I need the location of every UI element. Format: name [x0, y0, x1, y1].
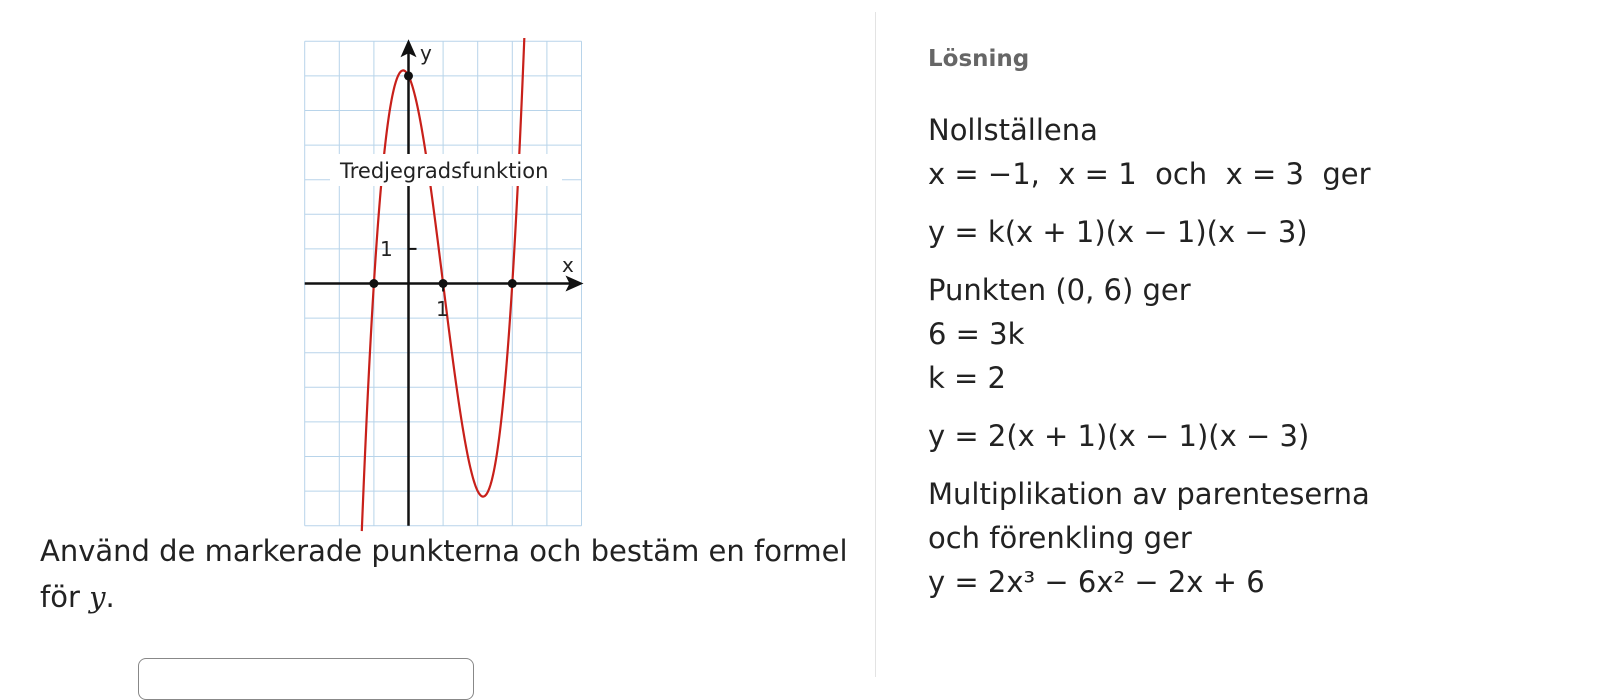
solution-panel	[928, 42, 1588, 618]
solution-step	[928, 268, 1588, 400]
marked-point	[369, 279, 378, 288]
solution-math-line: y = 2(x + 1)(x − 1)(x − 3)	[928, 419, 1310, 453]
solution-step	[928, 210, 1588, 254]
solution-math-line: y = 2x³ − 6x² − 2x + 6	[928, 565, 1265, 599]
solution-math-line: k = 2	[928, 361, 1006, 395]
answer-input[interactable]	[138, 658, 474, 700]
marked-point	[508, 279, 517, 288]
question-end: .	[105, 580, 115, 614]
solution-text-line: Punkten (0, 6) ger	[928, 273, 1191, 307]
y-axis-label: y	[420, 41, 432, 65]
solution-math-line: x = −1, x = 1 och x = 3 ger	[928, 157, 1371, 191]
question-prompt: Använd de markerade punkterna och bestäm en formel för	[40, 534, 848, 614]
solution-heading: Lösning	[928, 46, 1030, 72]
solution-text-line: Nollställena	[928, 113, 1098, 147]
cubic-function-graph	[300, 38, 590, 532]
solution-text-line: Multiplikation av parenteserna	[928, 477, 1370, 511]
solution-steps	[928, 108, 1588, 604]
question-text	[40, 528, 860, 620]
solution-step	[928, 472, 1588, 604]
solution-math-line: y = k(x + 1)(x − 1)(x − 3)	[928, 215, 1308, 249]
marked-point	[404, 71, 413, 80]
y-tick-label: 1	[380, 237, 393, 261]
marked-point	[439, 279, 448, 288]
graph-title: Tredjegradsfunktion	[340, 159, 549, 183]
x-tick-label: 1	[436, 297, 449, 321]
solution-step	[928, 414, 1588, 458]
x-axis-label: x	[562, 253, 574, 277]
solution-text-line: och förenkling ger	[928, 521, 1192, 555]
question-variable: y	[89, 580, 106, 614]
solution-step	[928, 108, 1588, 196]
solution-math-line: 6 = 3k	[928, 317, 1025, 351]
column-divider	[875, 12, 876, 677]
